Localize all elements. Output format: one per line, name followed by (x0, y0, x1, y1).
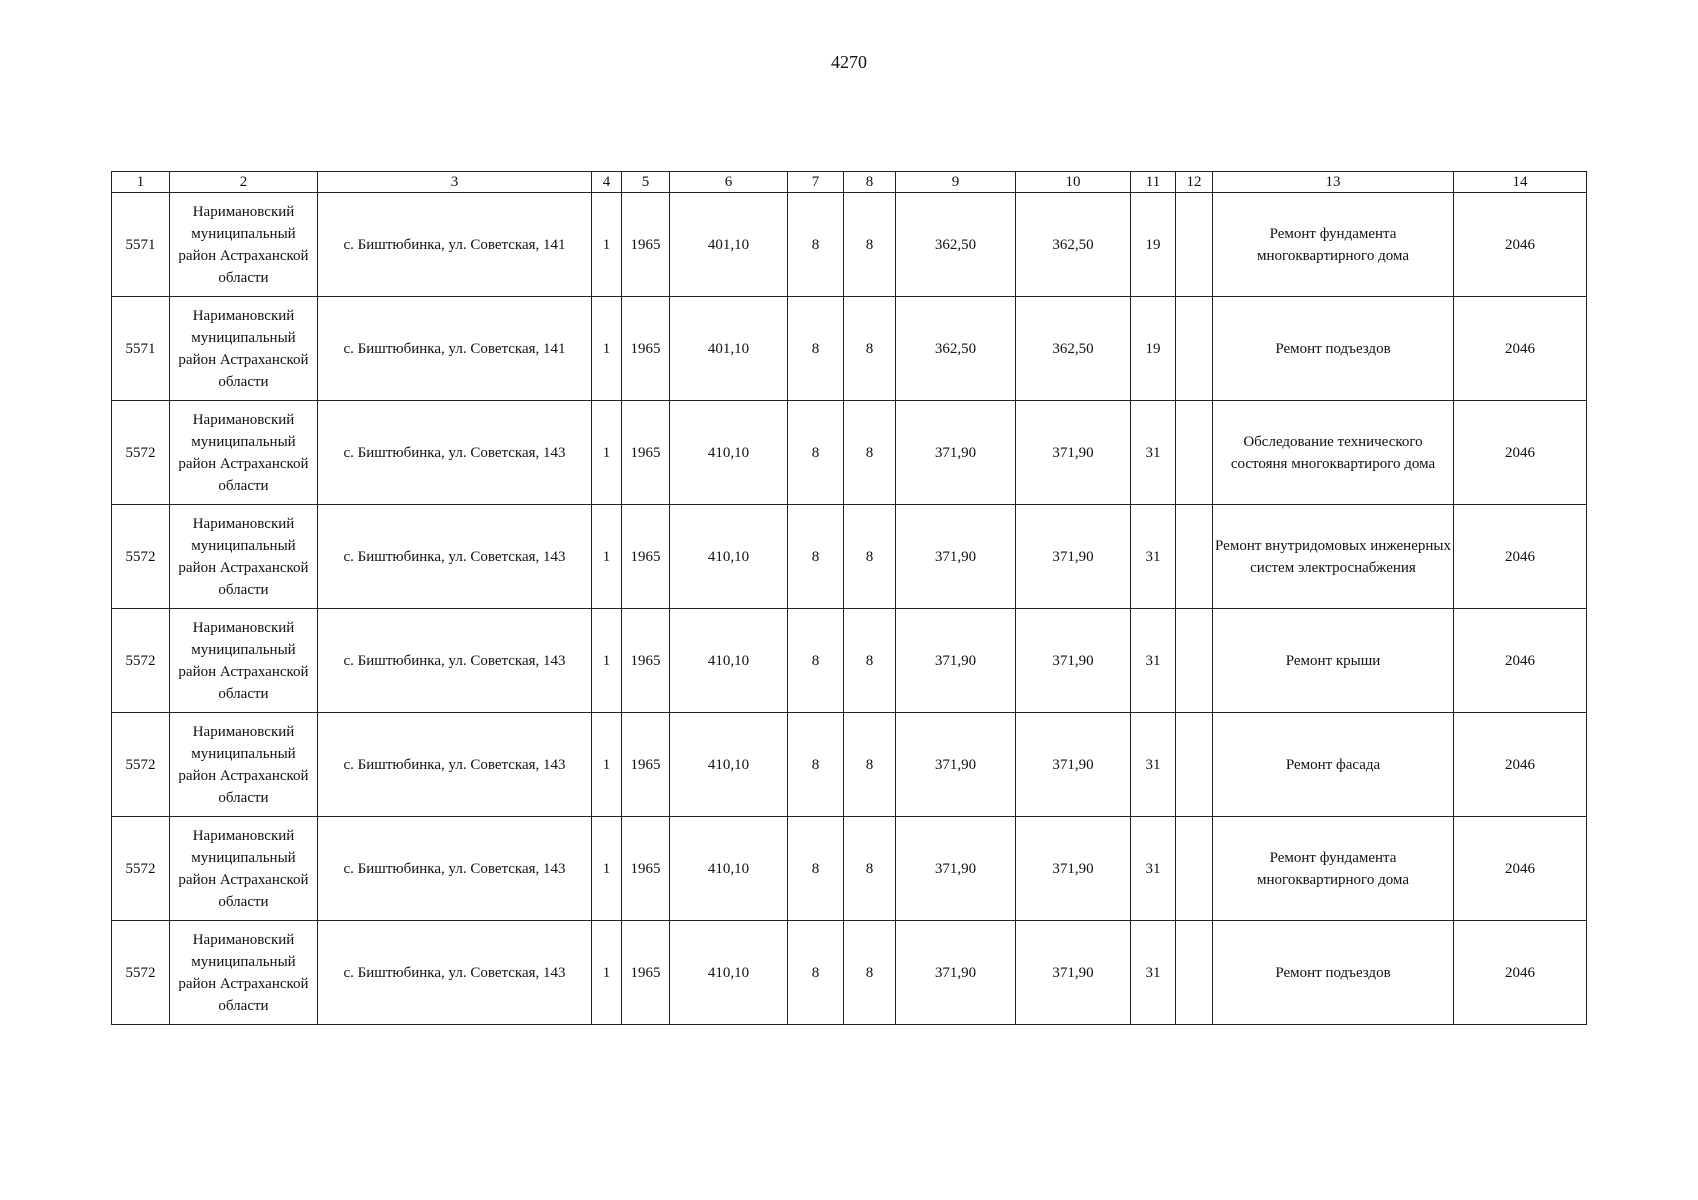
cell-id: 5572 (112, 609, 170, 713)
cell-col4: 1 (592, 505, 622, 609)
header-cell: 1 (112, 172, 170, 193)
cell-col6: 410,10 (670, 921, 788, 1025)
cell-col8: 8 (844, 505, 896, 609)
cell-id: 5572 (112, 505, 170, 609)
cell-col4: 1 (592, 297, 622, 401)
cell-id: 5571 (112, 193, 170, 297)
header-cell: 6 (670, 172, 788, 193)
cell-work-type: Обследование технического состояня многоквартирого дома (1213, 401, 1454, 505)
cell-col12 (1176, 193, 1213, 297)
cell-year: 1965 (622, 505, 670, 609)
cell-col6: 410,10 (670, 609, 788, 713)
header-cell: 2 (170, 172, 318, 193)
cell-col12 (1176, 401, 1213, 505)
cell-col12 (1176, 817, 1213, 921)
table-row (112, 401, 1587, 505)
table-row (112, 609, 1587, 713)
cell-address: с. Биштюбинка, ул. Советская, 143 (318, 713, 592, 817)
cell-work-type: Ремонт внутридомовых инженерных систем электроснабжения (1213, 505, 1454, 609)
cell-col6: 410,10 (670, 817, 788, 921)
cell-id: 5572 (112, 713, 170, 817)
cell-address: с. Биштюбинка, ул. Советская, 143 (318, 921, 592, 1025)
cell-year: 1965 (622, 297, 670, 401)
cell-col12 (1176, 921, 1213, 1025)
cell-col12 (1176, 713, 1213, 817)
cell-col8: 8 (844, 817, 896, 921)
cell-col14: 2046 (1454, 401, 1587, 505)
header-cell: 14 (1454, 172, 1587, 193)
cell-col10: 362,50 (1016, 297, 1131, 401)
header-cell: 4 (592, 172, 622, 193)
data-table (111, 171, 1587, 1025)
cell-col4: 1 (592, 713, 622, 817)
cell-col11: 31 (1131, 713, 1176, 817)
cell-col7: 8 (788, 713, 844, 817)
cell-work-type: Ремонт фундамента многоквартирного дома (1213, 193, 1454, 297)
cell-col9: 371,90 (896, 401, 1016, 505)
cell-col9: 371,90 (896, 817, 1016, 921)
cell-work-type: Ремонт подъездов (1213, 297, 1454, 401)
cell-year: 1965 (622, 921, 670, 1025)
cell-col9: 362,50 (896, 297, 1016, 401)
cell-col12 (1176, 609, 1213, 713)
table-row (112, 193, 1587, 297)
cell-work-type: Ремонт подъездов (1213, 921, 1454, 1025)
cell-col7: 8 (788, 297, 844, 401)
cell-col11: 31 (1131, 401, 1176, 505)
cell-col12 (1176, 297, 1213, 401)
cell-col9: 371,90 (896, 505, 1016, 609)
header-cell: 5 (622, 172, 670, 193)
cell-col8: 8 (844, 921, 896, 1025)
cell-col7: 8 (788, 505, 844, 609)
cell-district: Наримановский муниципальный район Астраханской области (170, 505, 318, 609)
cell-work-type: Ремонт фундамента многоквартирного дома (1213, 817, 1454, 921)
table-row (112, 921, 1587, 1025)
header-cell: 12 (1176, 172, 1213, 193)
cell-col9: 371,90 (896, 713, 1016, 817)
cell-year: 1965 (622, 713, 670, 817)
cell-col14: 2046 (1454, 505, 1587, 609)
cell-address: с. Биштюбинка, ул. Советская, 141 (318, 297, 592, 401)
cell-col7: 8 (788, 193, 844, 297)
cell-id: 5572 (112, 921, 170, 1025)
cell-district: Наримановский муниципальный район Астраханской области (170, 193, 318, 297)
cell-work-type: Ремонт крыши (1213, 609, 1454, 713)
header-cell: 13 (1213, 172, 1454, 193)
cell-col10: 371,90 (1016, 609, 1131, 713)
cell-col8: 8 (844, 713, 896, 817)
cell-col9: 362,50 (896, 193, 1016, 297)
cell-district: Наримановский муниципальный район Астраханской области (170, 921, 318, 1025)
cell-col14: 2046 (1454, 921, 1587, 1025)
cell-col11: 19 (1131, 193, 1176, 297)
table-header-row (112, 172, 1587, 193)
cell-col7: 8 (788, 921, 844, 1025)
cell-year: 1965 (622, 193, 670, 297)
cell-col11: 31 (1131, 817, 1176, 921)
cell-col10: 362,50 (1016, 193, 1131, 297)
cell-col7: 8 (788, 609, 844, 713)
cell-col4: 1 (592, 401, 622, 505)
cell-id: 5572 (112, 817, 170, 921)
cell-col4: 1 (592, 921, 622, 1025)
cell-year: 1965 (622, 817, 670, 921)
cell-col12 (1176, 505, 1213, 609)
cell-col4: 1 (592, 609, 622, 713)
cell-col6: 401,10 (670, 297, 788, 401)
header-cell: 3 (318, 172, 592, 193)
table-row (112, 713, 1587, 817)
cell-col10: 371,90 (1016, 921, 1131, 1025)
header-cell: 9 (896, 172, 1016, 193)
cell-col10: 371,90 (1016, 401, 1131, 505)
cell-col14: 2046 (1454, 193, 1587, 297)
header-cell: 7 (788, 172, 844, 193)
cell-address: с. Биштюбинка, ул. Советская, 143 (318, 609, 592, 713)
cell-id: 5571 (112, 297, 170, 401)
cell-address: с. Биштюбинка, ул. Советская, 143 (318, 505, 592, 609)
cell-col8: 8 (844, 401, 896, 505)
cell-year: 1965 (622, 401, 670, 505)
cell-col6: 401,10 (670, 193, 788, 297)
cell-address: с. Биштюбинка, ул. Советская, 143 (318, 817, 592, 921)
cell-col11: 31 (1131, 609, 1176, 713)
cell-col14: 2046 (1454, 713, 1587, 817)
cell-col10: 371,90 (1016, 817, 1131, 921)
cell-district: Наримановский муниципальный район Астраханской области (170, 713, 318, 817)
cell-id: 5572 (112, 401, 170, 505)
cell-year: 1965 (622, 609, 670, 713)
cell-col8: 8 (844, 609, 896, 713)
cell-col8: 8 (844, 297, 896, 401)
cell-district: Наримановский муниципальный район Астраханской области (170, 297, 318, 401)
table-row (112, 297, 1587, 401)
header-cell: 8 (844, 172, 896, 193)
table-row (112, 817, 1587, 921)
cell-col4: 1 (592, 193, 622, 297)
cell-col9: 371,90 (896, 921, 1016, 1025)
page-number: 4270 (831, 52, 867, 72)
cell-col14: 2046 (1454, 609, 1587, 713)
cell-col8: 8 (844, 193, 896, 297)
header-cell: 10 (1016, 172, 1131, 193)
cell-col14: 2046 (1454, 297, 1587, 401)
cell-col6: 410,10 (670, 505, 788, 609)
cell-work-type: Ремонт фасада (1213, 713, 1454, 817)
cell-col11: 31 (1131, 505, 1176, 609)
cell-col6: 410,10 (670, 401, 788, 505)
cell-col4: 1 (592, 817, 622, 921)
cell-col11: 19 (1131, 297, 1176, 401)
cell-district: Наримановский муниципальный район Астраханской области (170, 817, 318, 921)
table-row (112, 505, 1587, 609)
cell-district: Наримановский муниципальный район Астраханской области (170, 401, 318, 505)
cell-col14: 2046 (1454, 817, 1587, 921)
cell-col11: 31 (1131, 921, 1176, 1025)
cell-address: с. Биштюбинка, ул. Советская, 143 (318, 401, 592, 505)
cell-col6: 410,10 (670, 713, 788, 817)
header-cell: 11 (1131, 172, 1176, 193)
cell-district: Наримановский муниципальный район Астраханской области (170, 609, 318, 713)
cell-address: с. Биштюбинка, ул. Советская, 141 (318, 193, 592, 297)
cell-col7: 8 (788, 401, 844, 505)
cell-col10: 371,90 (1016, 713, 1131, 817)
cell-col10: 371,90 (1016, 505, 1131, 609)
cell-col7: 8 (788, 817, 844, 921)
cell-col9: 371,90 (896, 609, 1016, 713)
